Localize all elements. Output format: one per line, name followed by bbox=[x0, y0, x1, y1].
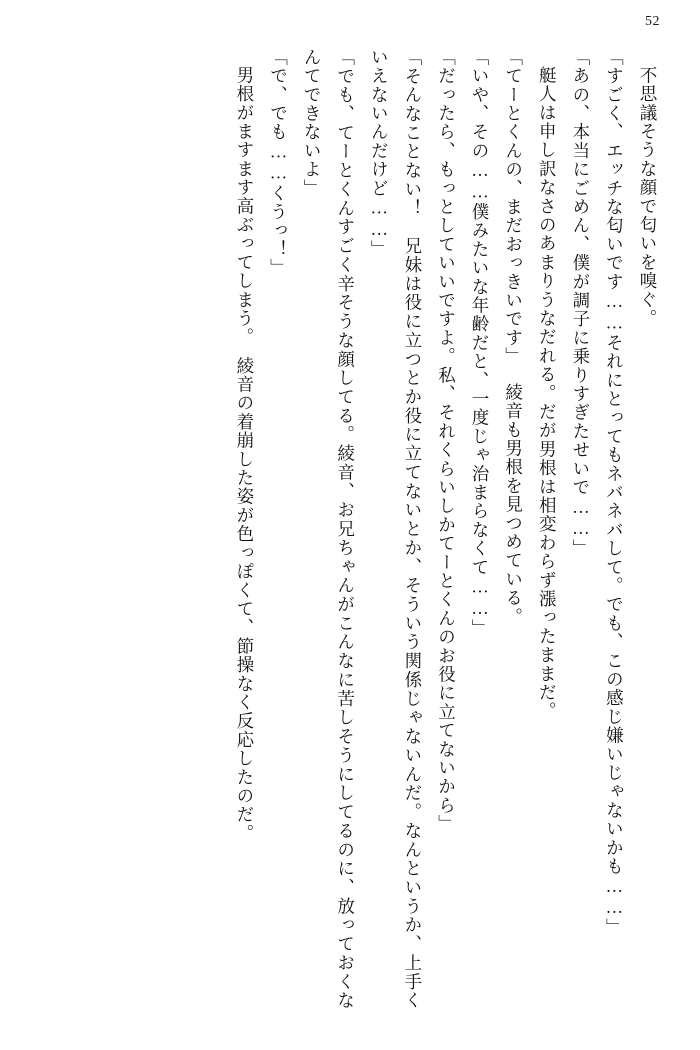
page-number: 52 bbox=[645, 14, 660, 29]
paragraph: 「いや、その……僕みたいな年齢だと、一度じゃ治まらなくて……」 bbox=[470, 48, 491, 638]
paragraph: 艇人は申し訳なさのあまりうなだれる。だが男根は相変わらず漲ったままだ。 bbox=[537, 65, 558, 720]
paragraph: 綾音も男根を見つめている。 bbox=[503, 383, 524, 627]
paragraph: 「そんなことない！ 兄妹は役に立つとか役に立てないとか、そういう関係じゃないんだ。なんというか、上手くいえないんだけど……」 bbox=[369, 48, 423, 1010]
paragraph: 「すごく、エッチな匂いです……それにとってもネバネバして。でも、この感じ嫌いじゃないかも……」 bbox=[604, 48, 625, 937]
paragraph: 「で、でも……くうっ！」 bbox=[268, 48, 289, 278]
paragraph: 不思議そうな顔で匂いを嗅ぐ。 bbox=[638, 65, 658, 328]
paragraph: 男根がますます高ぶってしまう。 綾音の着崩した姿が色っぽくて、節操なく反応したのだ。 bbox=[234, 65, 255, 843]
paragraph: 「てーとくんの、まだおっきいです」 bbox=[503, 48, 524, 366]
paragraph: 「あの、本当にごめん、僕が調子に乗りすぎたせいで……」 bbox=[570, 48, 591, 558]
paragraph: 「でも、てーとくんすごく辛そうな顔してる。綾音、お兄ちゃんがこんなに苦しそうにしてるのに、放っておくなんてできないよ」 bbox=[302, 48, 356, 1010]
paragraph: 「だったら、もっとしていいですよ。私、それくらいしかてーとくんのお役に立てないから」 bbox=[436, 48, 457, 834]
page-text-body bbox=[40, 48, 664, 1010]
